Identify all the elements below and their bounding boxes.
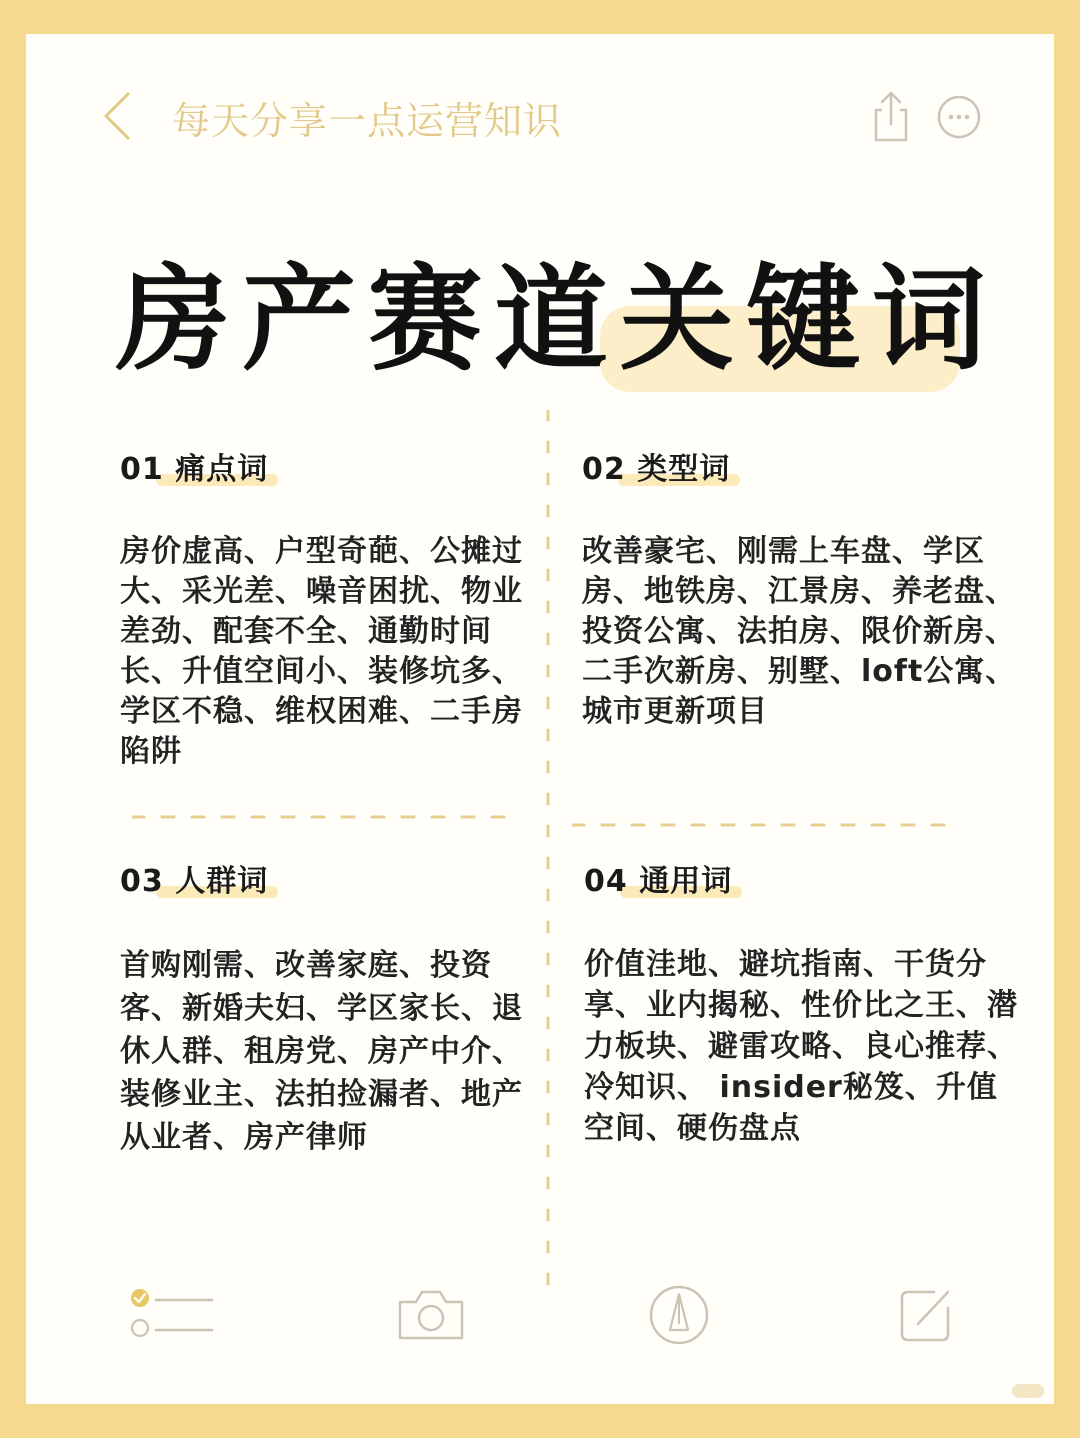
section-text: 房价虚高、户型奇葩、公摊过大、采光差、噪音困扰、物业差劲、配套不全、通勤时间长、升值空间小、装修坑多、学区不稳、维权困难、二手房陷阱 [120,534,523,769]
checklist-icon[interactable] [130,1286,214,1342]
headline-block [116,250,999,400]
section-title: 02 类型词 [582,444,730,488]
section-audience [120,856,526,1159]
horizontal-divider-right [572,820,962,830]
section-text: 价值洼地、避坑指南、干货分享、业内揭秘、性价比之王、潜力板块、避雷攻略、良心推荐、冷知识、 insider秘笈、升值空间、硬伤盘点 [584,947,1018,1146]
chevron-left-icon[interactable] [98,90,146,142]
more-icon[interactable] [936,94,982,140]
pen-icon[interactable] [648,1284,710,1346]
watermark-badge [1012,1384,1044,1398]
camera-icon[interactable] [396,1286,466,1342]
section-text: 改善豪宅、刚需上车盘、学区房、地铁房、江景房、养老盘、投资公寓、法拍房、限价新房、二手次新房、别墅、loft公寓、城市更新项目 [582,534,1017,729]
note-card [26,34,1054,1404]
section-text: 首购刚需、改善家庭、投资客、新婚夫妇、学区家长、退休人群、租房党、房产中介、装修业主、法拍捡漏者、地产从业者、房产律师 [120,948,523,1155]
headline: 房产赛道关键词 [116,253,999,386]
app-title: 每天分享一点运营知识 [172,99,563,143]
share-icon[interactable] [868,88,914,144]
section-title: 04 通用词 [584,856,732,900]
section-pain-points [120,444,550,772]
section-types [582,444,1042,732]
section-general [584,856,1024,1149]
section-title: 01 痛点词 [120,444,268,488]
compose-icon[interactable] [898,1286,954,1344]
horizontal-divider-left [132,812,522,822]
section-title: 03 人群词 [120,856,268,900]
